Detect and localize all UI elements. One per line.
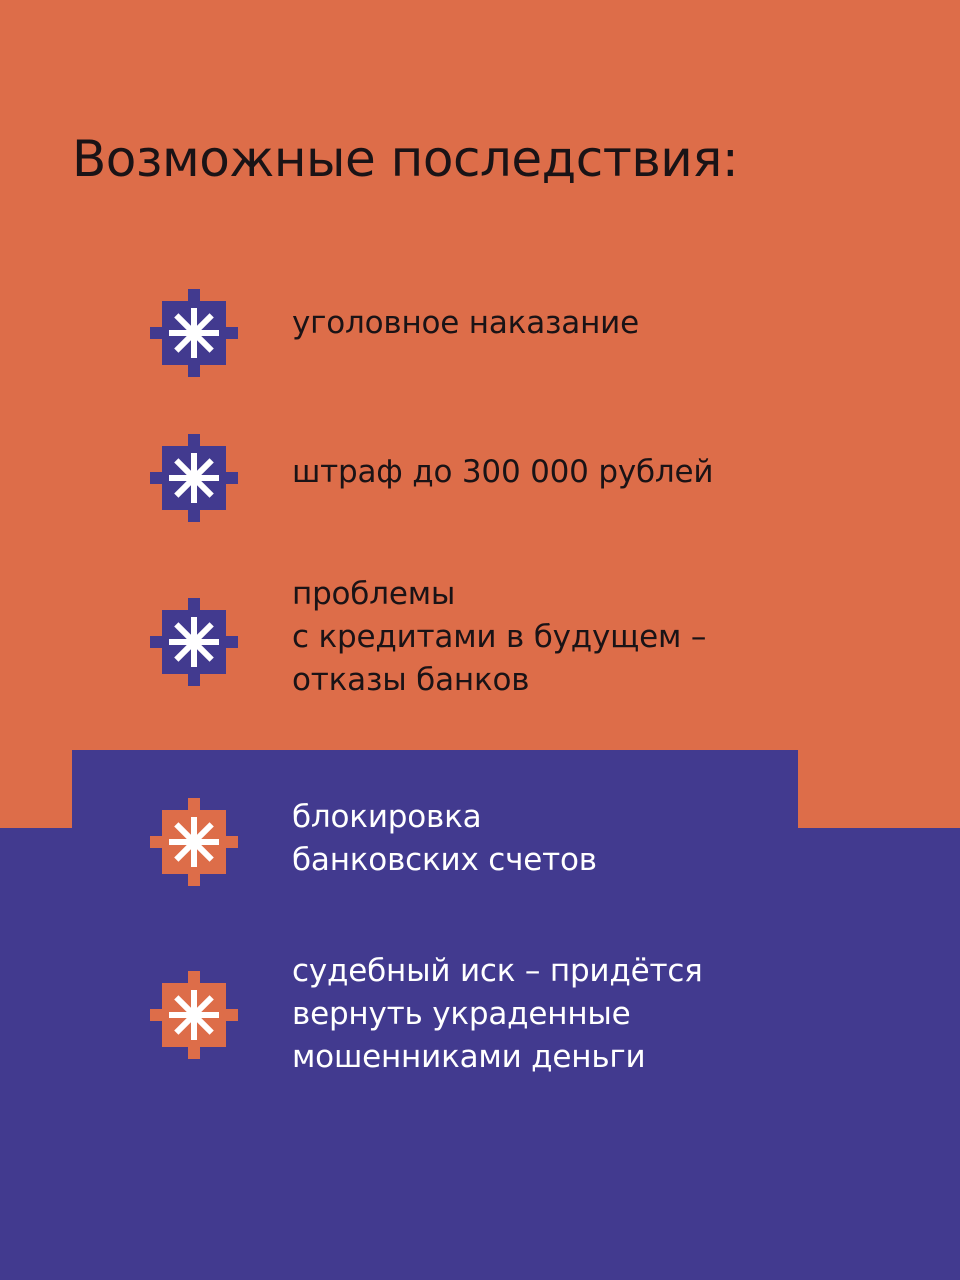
consequence-item-line: судебный иск – придётся <box>292 953 703 989</box>
consequence-item-line: отказы банков <box>292 662 530 698</box>
consequence-item-text <box>292 302 639 345</box>
snowflake-icon <box>150 798 238 886</box>
consequence-item-fine <box>150 434 850 534</box>
snowflake-icon <box>150 598 238 686</box>
consequence-item-credit-problems <box>150 576 850 698</box>
consequence-item-criminal-punishment <box>150 289 850 389</box>
consequence-item-line: вернуть украденные <box>292 996 631 1032</box>
consequence-item-text <box>292 451 713 494</box>
consequence-item-line: проблемы <box>292 576 456 612</box>
consequence-item-text <box>292 573 706 702</box>
consequence-item-line: штраф до 300 000 рублей <box>292 454 714 490</box>
consequence-item-text <box>292 950 703 1079</box>
consequence-item-text <box>292 796 597 882</box>
consequence-item-lawsuit <box>150 953 850 1075</box>
consequence-item-line: банковских счетов <box>292 842 597 878</box>
page-title: Возможные последствия: <box>72 130 739 188</box>
consequence-item-account-blocking <box>150 798 850 898</box>
consequence-item-line: блокировка <box>292 799 482 835</box>
consequence-item-line: уголовное наказание <box>292 305 639 341</box>
consequence-item-line: мошенниками деньги <box>292 1039 646 1075</box>
snowflake-icon <box>150 289 238 377</box>
snowflake-icon <box>150 971 238 1059</box>
consequence-item-line: с кредитами в будущем – <box>292 619 707 655</box>
snowflake-icon <box>150 434 238 522</box>
